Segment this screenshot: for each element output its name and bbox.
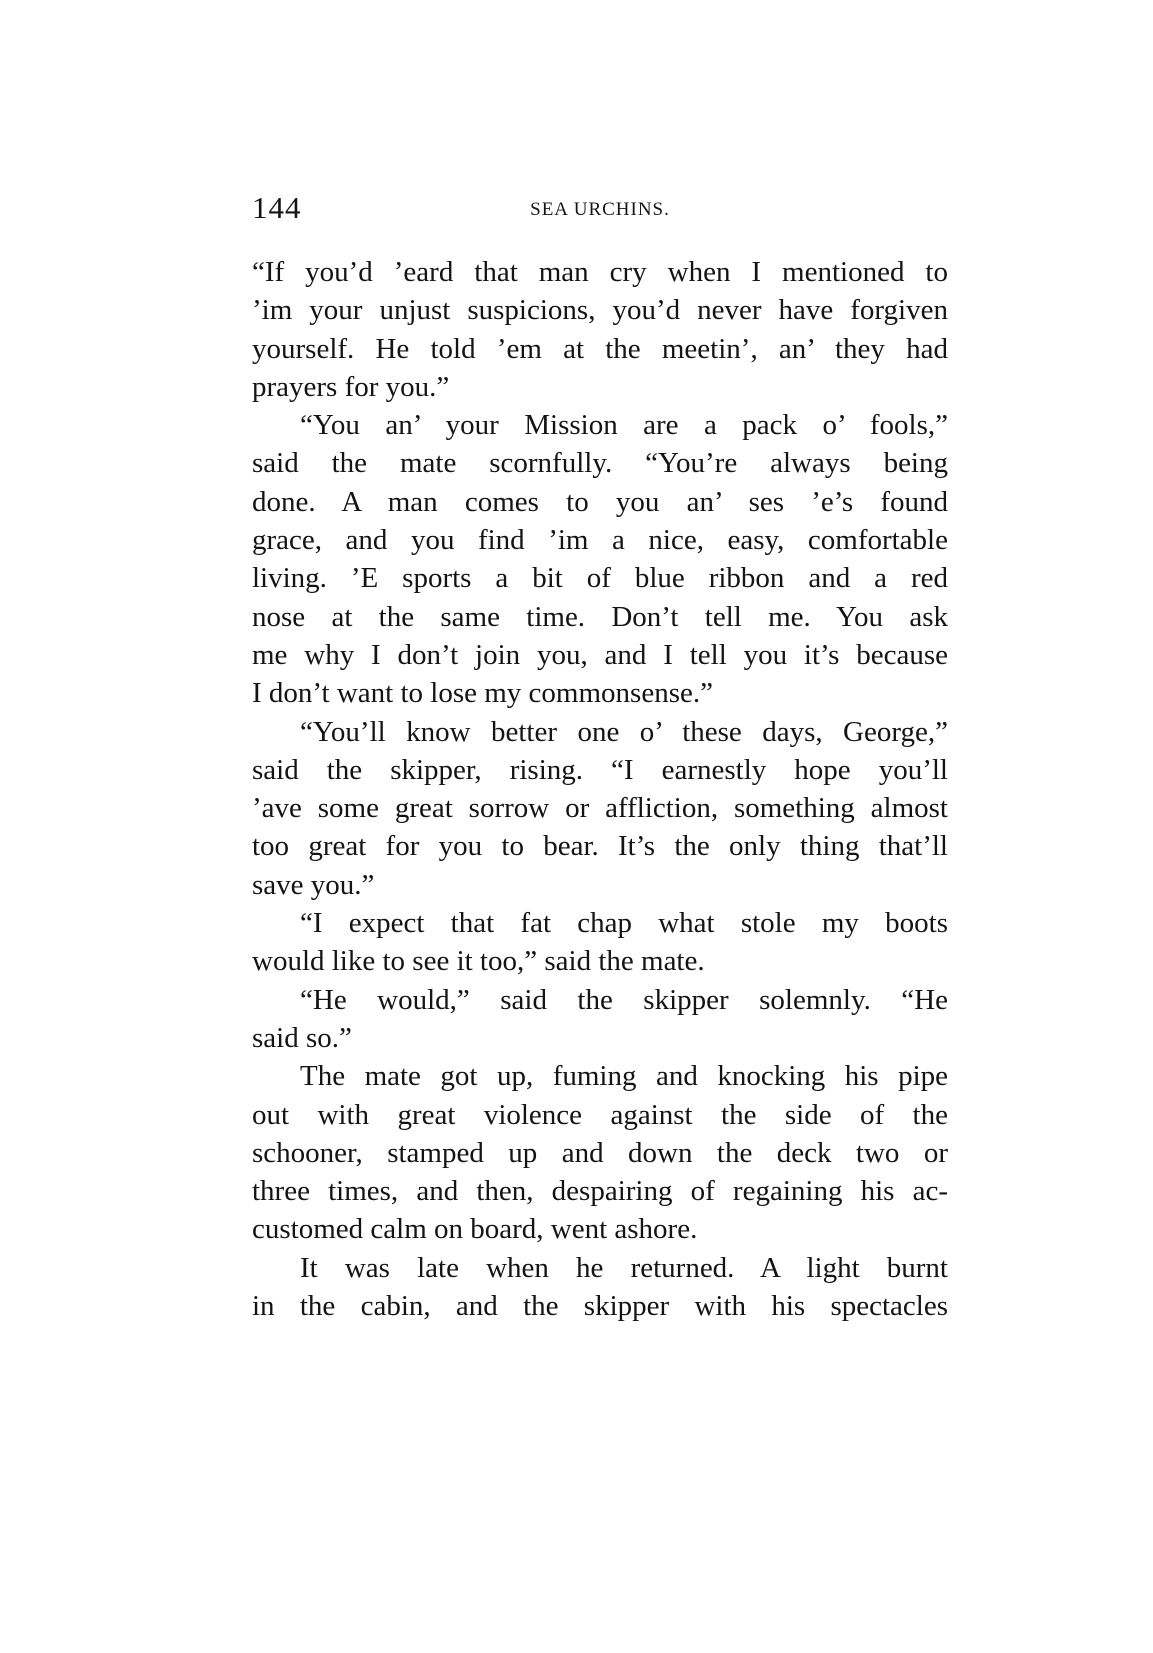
text-line: The mate got up, fuming and knocking his pipe [300,1060,948,1093]
text-line: yourself. He told ’em at the meetin’, an’ they had [252,332,948,365]
text-line: schooner, stamped up and down the deck two or [252,1136,948,1169]
text-line: “He would,” said the skipper solemnly. “He [300,983,948,1016]
text-line: “If you’d ’eard that man cry when I mentioned to [252,256,948,288]
text-line: customed calm on board, went ashore. [252,1213,698,1246]
text-line: “I expect that fat chap what stole my boots [300,907,948,940]
text-line: nose at the same time. Don’t tell me. You ask [252,600,948,633]
text-line: living. ’E sports a bit of blue ribbon and a red [252,562,948,595]
text-line: would like to see it too,” said the mate. [252,945,705,978]
text-line: said so.” [252,1021,352,1054]
text-line: said the skipper, rising. “I earnestly hope you’ll [252,753,948,786]
text-line: “You’ll know better one o’ these days, George,” [300,715,948,748]
text-line: me why I don’t join you, and I tell you it’s because [252,638,948,671]
text-line: too great for you to bear. It’s the only thing that’ll [252,830,948,863]
text-line: ’im your unjust suspicions, you’d never have forgiven [252,294,948,327]
text-line: save you.” [252,868,375,901]
text-line: in the cabin, and the skipper with his spectacles [252,1290,948,1323]
running-title: SEA URCHINS. [530,199,670,220]
text-line: said the mate scornfully. “You’re always being [252,447,948,480]
text-line: prayers for you.” [252,370,450,403]
text-line: I don’t want to lose my commonsense.” [252,677,713,710]
page-number: 144 [252,190,302,225]
text-line: done. A man comes to you an’ ses ’e’s found [252,485,948,518]
text-line: It was late when he returned. A light burnt [300,1251,948,1284]
text-line: grace, and you find ’im a nice, easy, comfortable [252,524,948,557]
text-line: out with great violence against the side of the [252,1098,948,1131]
body-text [252,253,948,1325]
text-line: “You an’ your Mission are a pack o’ fools,” [300,409,948,442]
text-line: three times, and then, despairing of regaining his ac- [252,1175,948,1208]
text-line: ’ave some great sorrow or affliction, something almost [252,792,948,825]
running-head [252,190,948,230]
